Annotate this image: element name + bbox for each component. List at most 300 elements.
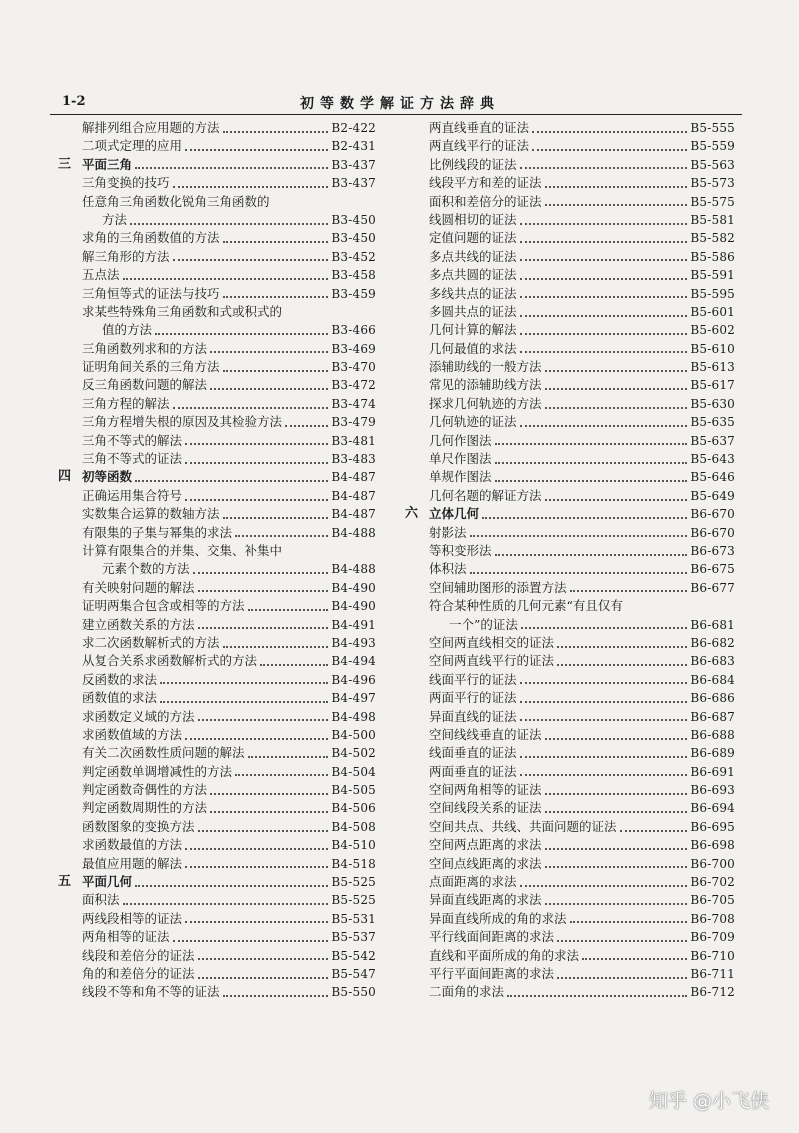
entry-title: 两面平行的证法 (429, 690, 517, 706)
dot-leader (520, 755, 688, 758)
entry-title: 多线共点的证法 (429, 285, 517, 301)
page-reference: B3-452 (331, 249, 376, 264)
dot-leader (545, 203, 688, 206)
entry-title: 等积变形法 (429, 542, 492, 558)
toc-entry (58, 983, 376, 1001)
entry-title: 求二次函数解析式的方法 (82, 634, 220, 650)
toc-entry (405, 248, 735, 266)
page-reference: B6-709 (690, 930, 735, 945)
toc-entry (58, 137, 376, 155)
entry-title: 体积法 (429, 561, 467, 577)
page-reference: B4-505 (331, 783, 376, 798)
toc-entry (405, 137, 735, 155)
toc-entry (405, 193, 735, 211)
toc-entry (405, 671, 735, 689)
toc-entry (58, 266, 376, 284)
dot-leader (495, 461, 688, 464)
dot-leader (285, 424, 328, 427)
dot-leader (123, 902, 329, 905)
toc-entry (58, 560, 376, 578)
page-reference: B6-682 (690, 635, 735, 650)
dot-leader (520, 222, 688, 225)
dot-leader (135, 166, 328, 169)
toc-entry (58, 524, 376, 542)
toc-entry (405, 119, 735, 137)
entry-title: 多点共圆的证法 (429, 267, 517, 283)
entry-title: 元素个数的方法 (102, 561, 190, 577)
page-reference: B5-550 (331, 985, 376, 1000)
page-reference: B5-531 (331, 911, 376, 926)
dot-leader (130, 222, 328, 225)
page-reference: B4-494 (331, 654, 376, 669)
page-reference: B3-450 (331, 212, 376, 227)
page-reference: B6-686 (690, 691, 735, 706)
entry-title: 异面直线所成的角的求法 (429, 910, 567, 926)
toc-entry (58, 965, 376, 983)
toc-entry (58, 708, 376, 726)
entry-title: 计算有限集合的并集、交集、补集中 (82, 542, 283, 558)
dot-leader (210, 350, 328, 353)
page-reference: B3-450 (331, 231, 376, 246)
dot-leader (470, 571, 688, 574)
entry-title: 异面直线的证法 (429, 708, 517, 724)
page-reference: B5-575 (690, 194, 735, 209)
entry-title: 面积法 (82, 892, 120, 908)
toc-entry (405, 560, 735, 578)
toc-entry (58, 928, 376, 946)
toc-entry (58, 229, 376, 247)
page-reference: B5-602 (690, 323, 735, 338)
page-reference: B3-466 (331, 323, 376, 338)
dot-leader (198, 626, 329, 629)
dot-leader (557, 645, 687, 648)
dot-leader (520, 681, 688, 684)
entry-title: 证明角间关系的三角方法 (82, 359, 220, 375)
page-reference: B4-490 (331, 599, 376, 614)
entry-title: 线段不等和角不等的证法 (82, 984, 220, 1000)
page-reference: B4-502 (331, 746, 376, 761)
entry-title: 线段平方和差的证法 (429, 175, 542, 191)
dot-leader (545, 902, 688, 905)
toc-entry (58, 855, 376, 873)
page-reference: B5-581 (690, 212, 735, 227)
toc-entry (405, 983, 735, 1001)
dot-leader (198, 957, 329, 960)
page-reference: B4-504 (331, 764, 376, 779)
entry-title: 线圆相切的证法 (429, 211, 517, 227)
page-reference: B4-518 (331, 856, 376, 871)
dot-leader (521, 626, 687, 629)
dot-leader (495, 479, 688, 482)
page-reference: B6-693 (690, 783, 735, 798)
entry-title: 面积和差倍分的证法 (429, 193, 542, 209)
entry-title: 几何轨迹的证法 (429, 414, 517, 430)
entry-title: 添辅助线的一般方法 (429, 359, 542, 375)
page-reference: B6-710 (690, 948, 735, 963)
page-reference: B3-470 (331, 360, 376, 375)
dot-leader (173, 185, 329, 188)
page-reference: B5-610 (690, 341, 735, 356)
entry-title: 常见的添辅助线方法 (429, 377, 542, 393)
entry-title: 二面角的求法 (429, 984, 505, 1000)
dot-leader (520, 240, 688, 243)
entry-title: 反三角函数问题的解法 (82, 377, 208, 393)
toc-entry (58, 652, 376, 670)
toc-entry (58, 285, 376, 303)
page-reference: B4-487 (331, 488, 376, 503)
page-reference: B5-643 (690, 452, 735, 467)
entry-title: 直线和平面所成的角的求法 (429, 947, 580, 963)
toc-right-column (405, 119, 735, 1002)
toc-entry (405, 211, 735, 229)
dot-leader (210, 810, 328, 813)
toc-section-heading (405, 505, 735, 523)
page-reference: B3-483 (331, 452, 376, 467)
entry-title: 反函数的求法 (82, 671, 158, 687)
toc-entry (405, 799, 735, 817)
page-reference: B6-670 (690, 525, 735, 540)
entry-title: 求函数定义域的方法 (82, 708, 195, 724)
entry-title: 建立函数关系的方法 (82, 616, 195, 632)
dot-leader (198, 718, 329, 721)
entry-title: 方法 (102, 211, 128, 227)
dot-leader (135, 479, 328, 482)
entry-title: 点面距离的求法 (429, 874, 517, 890)
entry-title: 有限集的子集与幂集的求法 (82, 524, 233, 540)
page-reference: B4-496 (331, 672, 376, 687)
dot-leader (198, 976, 329, 979)
page-reference: B4-508 (331, 819, 376, 834)
toc-entry (58, 799, 376, 817)
page-reference: B5-555 (690, 121, 735, 135)
toc-entry (58, 836, 376, 854)
page-reference: B3-479 (331, 415, 376, 430)
entry-title: 二项式定理的应用 (82, 138, 183, 154)
page-reference: B4-491 (331, 617, 376, 632)
dot-leader (545, 847, 688, 850)
dot-leader (173, 939, 329, 942)
page-reference: B4-500 (331, 727, 376, 742)
page-reference: B6-689 (690, 746, 735, 761)
entry-title: 从复合关系求函数解析式的方法 (82, 653, 258, 669)
page-reference: B3-481 (331, 433, 376, 448)
toc-entry (58, 726, 376, 744)
page-reference: B5-586 (690, 249, 735, 264)
dot-leader (210, 387, 328, 390)
entry-title: 五点法 (82, 267, 120, 283)
toc-entry (58, 891, 376, 909)
entry-title: 两面垂直的证法 (429, 763, 517, 779)
toc-left-column (58, 119, 376, 1002)
entry-title: 平面三角 (82, 156, 133, 172)
toc-entry (405, 542, 735, 560)
toc-entry (405, 174, 735, 192)
dot-leader (173, 406, 329, 409)
toc-entry (58, 413, 376, 431)
book-title: 初等数学解证方法辞典 (300, 96, 500, 112)
page-reference: B4-498 (331, 709, 376, 724)
page-reference: B6-695 (690, 819, 735, 834)
page-reference: B4-488 (331, 525, 376, 540)
entry-title: 几何计算的解法 (429, 322, 517, 338)
dot-leader (520, 295, 688, 298)
toc-entry (58, 119, 376, 137)
dot-leader (545, 737, 688, 740)
entry-title: 有关二次函数性质问题的解法 (82, 745, 245, 761)
dot-leader (260, 663, 328, 666)
page-reference: B3-459 (331, 286, 376, 301)
dot-leader (545, 810, 688, 813)
page-reference: B4-490 (331, 580, 376, 595)
toc-entry (405, 450, 735, 468)
page-reference: B3-472 (331, 378, 376, 393)
page-reference: B4-488 (331, 562, 376, 577)
section-number: 四 (58, 469, 72, 485)
page-reference: B5-537 (331, 930, 376, 945)
section-number: 六 (405, 506, 419, 522)
toc-entry (58, 376, 376, 394)
entry-title: 几何作图法 (429, 432, 492, 448)
page-reference: B5-635 (690, 415, 735, 430)
entry-title: 三角恒等式的证法与技巧 (82, 285, 220, 301)
entry-title: 多圆共点的证法 (429, 303, 517, 319)
entry-title: 实数集合运算的数轴方法 (82, 506, 220, 522)
toc-entry (405, 266, 735, 284)
dot-leader (532, 148, 687, 151)
dot-leader (248, 608, 329, 611)
entry-title: 射影法 (429, 524, 467, 540)
entry-title: 函数值的求法 (82, 690, 158, 706)
dot-leader (248, 755, 329, 758)
toc-entry (405, 156, 735, 174)
page-reference: B5-563 (690, 157, 735, 172)
dot-leader (507, 994, 687, 997)
page-reference: B6-688 (690, 727, 735, 742)
dot-leader (123, 277, 329, 280)
dot-leader (520, 350, 688, 353)
toc-entry (58, 634, 376, 652)
entry-title: 两角相等的证法 (82, 929, 170, 945)
entry-title: 比例线段的证法 (429, 156, 517, 172)
dot-leader (520, 277, 688, 280)
dot-leader (160, 681, 328, 684)
section-number: 三 (58, 156, 72, 172)
toc-entry (58, 763, 376, 781)
entry-title: 探求几何轨迹的方法 (429, 395, 542, 411)
page-reference: B5-601 (690, 304, 735, 319)
toc-entry (405, 708, 735, 726)
entry-title: 三角方程增失根的原因及其检验方法 (82, 414, 283, 430)
page-reference: B6-687 (690, 709, 735, 724)
page-reference: B6-711 (690, 966, 735, 981)
toc-entry (58, 174, 376, 192)
page-reference: B3-458 (331, 268, 376, 283)
dot-leader (223, 130, 329, 133)
toc-entry (405, 836, 735, 854)
entry-title: 两线段相等的证法 (82, 910, 183, 926)
page-reference: B5-559 (690, 139, 735, 154)
toc-entry (405, 358, 735, 376)
entry-title: 线面垂直的证法 (429, 745, 517, 761)
toc-entry (58, 395, 376, 413)
dot-leader (570, 920, 688, 923)
entry-title: 空间两直线相交的证法 (429, 634, 555, 650)
toc-entry (405, 818, 735, 836)
toc-entry (405, 744, 735, 762)
page-reference: B4-487 (331, 507, 376, 522)
entry-title: 有关映射问题的解法 (82, 579, 195, 595)
page-reference: B6-700 (690, 856, 735, 871)
toc-entry (405, 432, 735, 450)
toc-entry (405, 965, 735, 983)
toc-entry (58, 947, 376, 965)
page-header (50, 92, 742, 115)
dot-leader (520, 718, 688, 721)
dot-leader (520, 258, 688, 261)
page-reference: B6-683 (690, 654, 735, 669)
dot-leader (570, 589, 688, 592)
dot-leader (223, 369, 329, 372)
toc-entry (58, 579, 376, 597)
entry-title: 符合某种性质的几何元素“有且仅有 (429, 598, 623, 614)
dot-leader (198, 829, 329, 832)
dot-leader (185, 498, 328, 501)
page-reference: B6-684 (690, 672, 735, 687)
toc-entry (405, 763, 735, 781)
page-reference: B3-437 (331, 157, 376, 172)
entry-title: 多点共线的证法 (429, 248, 517, 264)
entry-title: 三角不等式的解法 (82, 432, 183, 448)
entry-title: 求某些特殊角三角函数和式或积式的 (82, 303, 283, 319)
page-reference: B4-510 (331, 838, 376, 853)
entry-title: 单规作图法 (429, 469, 492, 485)
entry-title: 平面几何 (82, 874, 133, 890)
entry-title: 定值问题的证法 (429, 230, 517, 246)
dot-leader (482, 516, 687, 519)
toc-entry (405, 781, 735, 799)
section-number: 五 (58, 874, 72, 890)
entry-title: 正确运用集合符号 (82, 487, 183, 503)
dot-leader (185, 461, 328, 464)
dot-leader (235, 773, 328, 776)
toc-entry (405, 726, 735, 744)
dot-leader (557, 939, 687, 942)
entry-title: 初等函数 (82, 469, 133, 485)
page-reference: B3-474 (331, 396, 376, 411)
toc-entry (58, 671, 376, 689)
toc-entry (58, 597, 376, 615)
toc-entry (58, 689, 376, 707)
toc-entry (58, 211, 376, 229)
entry-title: 异面直线距离的求法 (429, 892, 542, 908)
toc-entry (405, 947, 735, 965)
dot-leader (223, 240, 329, 243)
dot-leader (135, 884, 328, 887)
page-reference: B6-677 (690, 580, 735, 595)
entry-title: 三角变换的技巧 (82, 175, 170, 191)
page-reference: B5-582 (690, 231, 735, 246)
entry-title: 解三角形的方法 (82, 248, 170, 264)
toc-entry (58, 193, 376, 211)
dot-leader (185, 865, 328, 868)
dot-leader (545, 498, 688, 501)
entry-title: 求函数值域的方法 (82, 726, 183, 742)
dot-leader (520, 700, 688, 703)
watermark: 知乎 @小飞侠 (648, 1090, 769, 1112)
entry-title: 两直线平行的证法 (429, 138, 530, 154)
entry-title: 几何名题的解证方法 (429, 487, 542, 503)
page-reference: B4-487 (331, 470, 376, 485)
dot-leader (520, 773, 688, 776)
page-reference: B6-670 (690, 507, 735, 522)
toc-entry (405, 303, 735, 321)
toc-entry (58, 248, 376, 266)
page-reference: B6-705 (690, 893, 735, 908)
dot-leader (520, 166, 688, 169)
page-reference: B5-613 (690, 360, 735, 375)
dot-leader (235, 534, 328, 537)
toc-entry (405, 634, 735, 652)
toc-entry (58, 542, 376, 560)
entry-title: 三角函数列求和的方法 (82, 340, 208, 356)
toc-entry (58, 340, 376, 358)
dot-leader (582, 957, 687, 960)
dot-leader (193, 571, 329, 574)
page-reference: B3-469 (331, 341, 376, 356)
toc-entry (58, 744, 376, 762)
toc-entry (405, 652, 735, 670)
toc-entry (58, 321, 376, 339)
dot-leader (185, 442, 328, 445)
entry-title: 求函数最值的方法 (82, 837, 183, 853)
page-reference: B5-595 (690, 286, 735, 301)
entry-title: 平行线面间距离的求法 (429, 929, 555, 945)
dot-leader (532, 130, 687, 133)
toc-entry (405, 285, 735, 303)
dot-leader (185, 920, 328, 923)
page-reference: B4-497 (331, 691, 376, 706)
dot-leader (545, 387, 688, 390)
page-reference: B6-698 (690, 838, 735, 853)
dot-leader (557, 663, 687, 666)
page-reference: B2-422 (331, 121, 376, 135)
page-reference: B5-646 (690, 470, 735, 485)
entry-title: 判定函数奇偶性的方法 (82, 782, 208, 798)
dot-leader (557, 976, 687, 979)
dot-leader (185, 737, 328, 740)
dot-leader (495, 553, 688, 556)
entry-title: 角的和差倍分的证法 (82, 965, 195, 981)
entry-title: 线面平行的证法 (429, 671, 517, 687)
dot-leader (160, 700, 328, 703)
dot-leader (545, 792, 688, 795)
page-reference: B5-630 (690, 396, 735, 411)
page-reference: B5-525 (331, 893, 376, 908)
toc-entry (58, 450, 376, 468)
toc-entry (58, 781, 376, 799)
toc-entry (58, 818, 376, 836)
dot-leader (520, 884, 688, 887)
dot-leader (185, 847, 328, 850)
page-reference: B4-493 (331, 635, 376, 650)
dot-leader (223, 994, 329, 997)
toc-entry (405, 579, 735, 597)
page-reference: B6-681 (690, 617, 735, 632)
toc-entry (405, 524, 735, 542)
toc-entry (405, 597, 735, 615)
page-reference: B2-431 (331, 139, 376, 154)
toc-entry (405, 616, 735, 634)
